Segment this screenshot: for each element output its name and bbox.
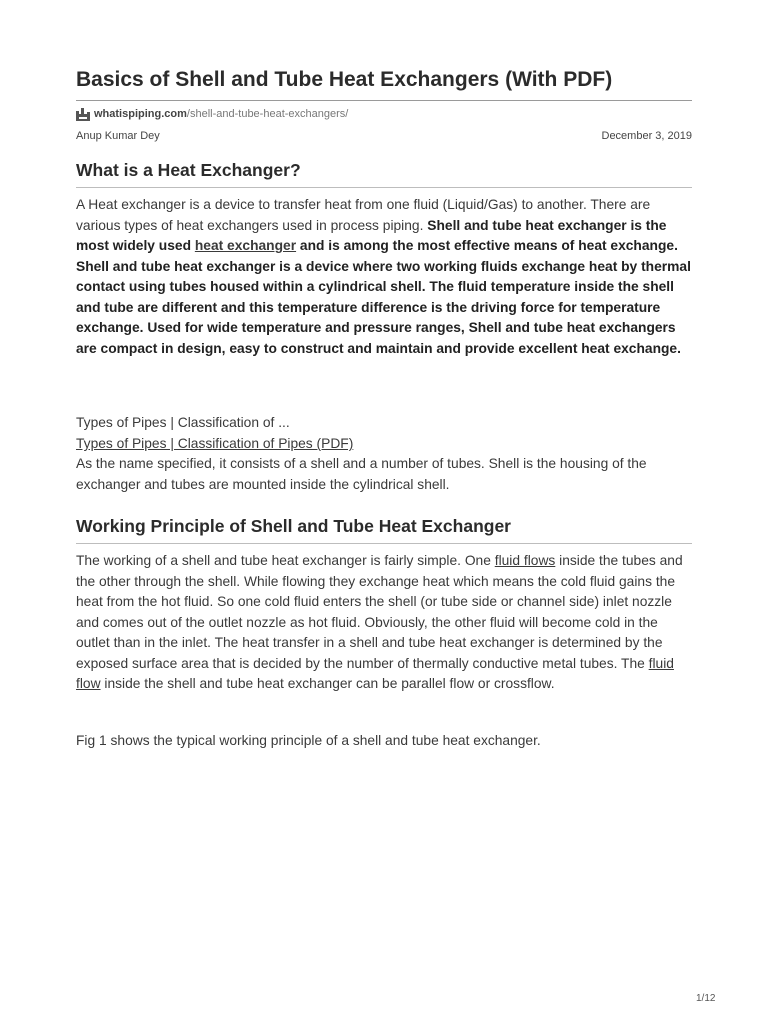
publish-date: December 3, 2019 <box>601 130 692 142</box>
intro-bold-text-a: Shell and tube heat exchanger is the most widely used <box>76 217 667 253</box>
working-text-a: The working of a shell and tube heat exchanger is fairly simple. One <box>76 553 495 568</box>
source-path[interactable]: /shell-and-tube-heat-exchangers/ <box>186 108 349 120</box>
related-article-block <box>76 434 692 455</box>
page-number: 1/12 <box>696 993 716 1004</box>
article-meta <box>76 130 692 142</box>
heat-exchanger-link[interactable]: heat exchanger <box>194 238 297 253</box>
paragraph-shell-description: As the name specified, it consists of a shell and a number of tubes. Shell is the housing of the exchanger and tubes are mounted inside the cylindrical shell. <box>76 456 647 492</box>
source-line <box>76 106 348 122</box>
section-heading-working-principle: Working Principle of Shell and Tube Heat Exchanger <box>76 516 511 536</box>
site-logo-icon <box>76 107 90 121</box>
fluid-flows-link[interactable]: fluid flows <box>494 553 556 568</box>
title-divider <box>76 100 692 101</box>
section-divider <box>76 543 692 544</box>
paragraph-intro <box>76 195 692 359</box>
fluid-flow-link[interactable]: fluid flow <box>76 655 674 691</box>
paragraph-figure-intro: Fig 1 shows the typical working principle of a shell and tube heat exchanger. <box>76 733 541 748</box>
intro-bold-text-b: and is among the most effective means of heat exchange. Shell and tube heat exchanger is a device where two working fluids exchange heat by thermal contact using tubes housed within a cylindrical shell. The fluid temperature inside the shell and tube are different and this temperature difference is the driving force for temperature exchange. Used for wide temperature and pressure ranges, Shell and tube heat exchangers are compact in design, easy to construct and maintain and provide excellent heat exchange. <box>76 238 691 356</box>
intro-text: A Heat exchanger is a device to transfer heat from one fluid (Liquid/Gas) to another. There are various types of heat exchangers used in process piping. <box>76 197 651 233</box>
working-text-b: inside the tubes and the other through the shell. While flowing they exchange heat which means the cold fluid gains the heat from the hot fluid. So one cold fluid enters the shell (or tube side or channel side) inlet nozzle and comes out of the outlet nozzle as hot fluid. Obviously, the other fluid will become cold in the outlet than in the inlet. The heat transfer in a shell and tube heat exchanger is determined by the exposed surface area that is decided by the number of thermally conductive metal tubes. The <box>76 553 683 671</box>
working-text-c: inside the shell and tube heat exchanger can be parallel flow or crossflow. <box>100 676 555 691</box>
section-heading-what-is-heat-exchanger: What is a Heat Exchanger? <box>76 160 301 180</box>
author-name: Anup Kumar Dey <box>76 130 160 142</box>
paragraph-working-principle <box>76 551 692 695</box>
page-title: Basics of Shell and Tube Heat Exchangers (With PDF) <box>76 68 613 91</box>
source-domain[interactable]: whatispiping.com <box>94 108 187 120</box>
related-article-link[interactable]: Types of Pipes | Classification of Pipes (PDF) <box>76 436 354 451</box>
section-divider <box>76 187 692 188</box>
related-article-text: Types of Pipes | Classification of ... <box>76 415 290 430</box>
